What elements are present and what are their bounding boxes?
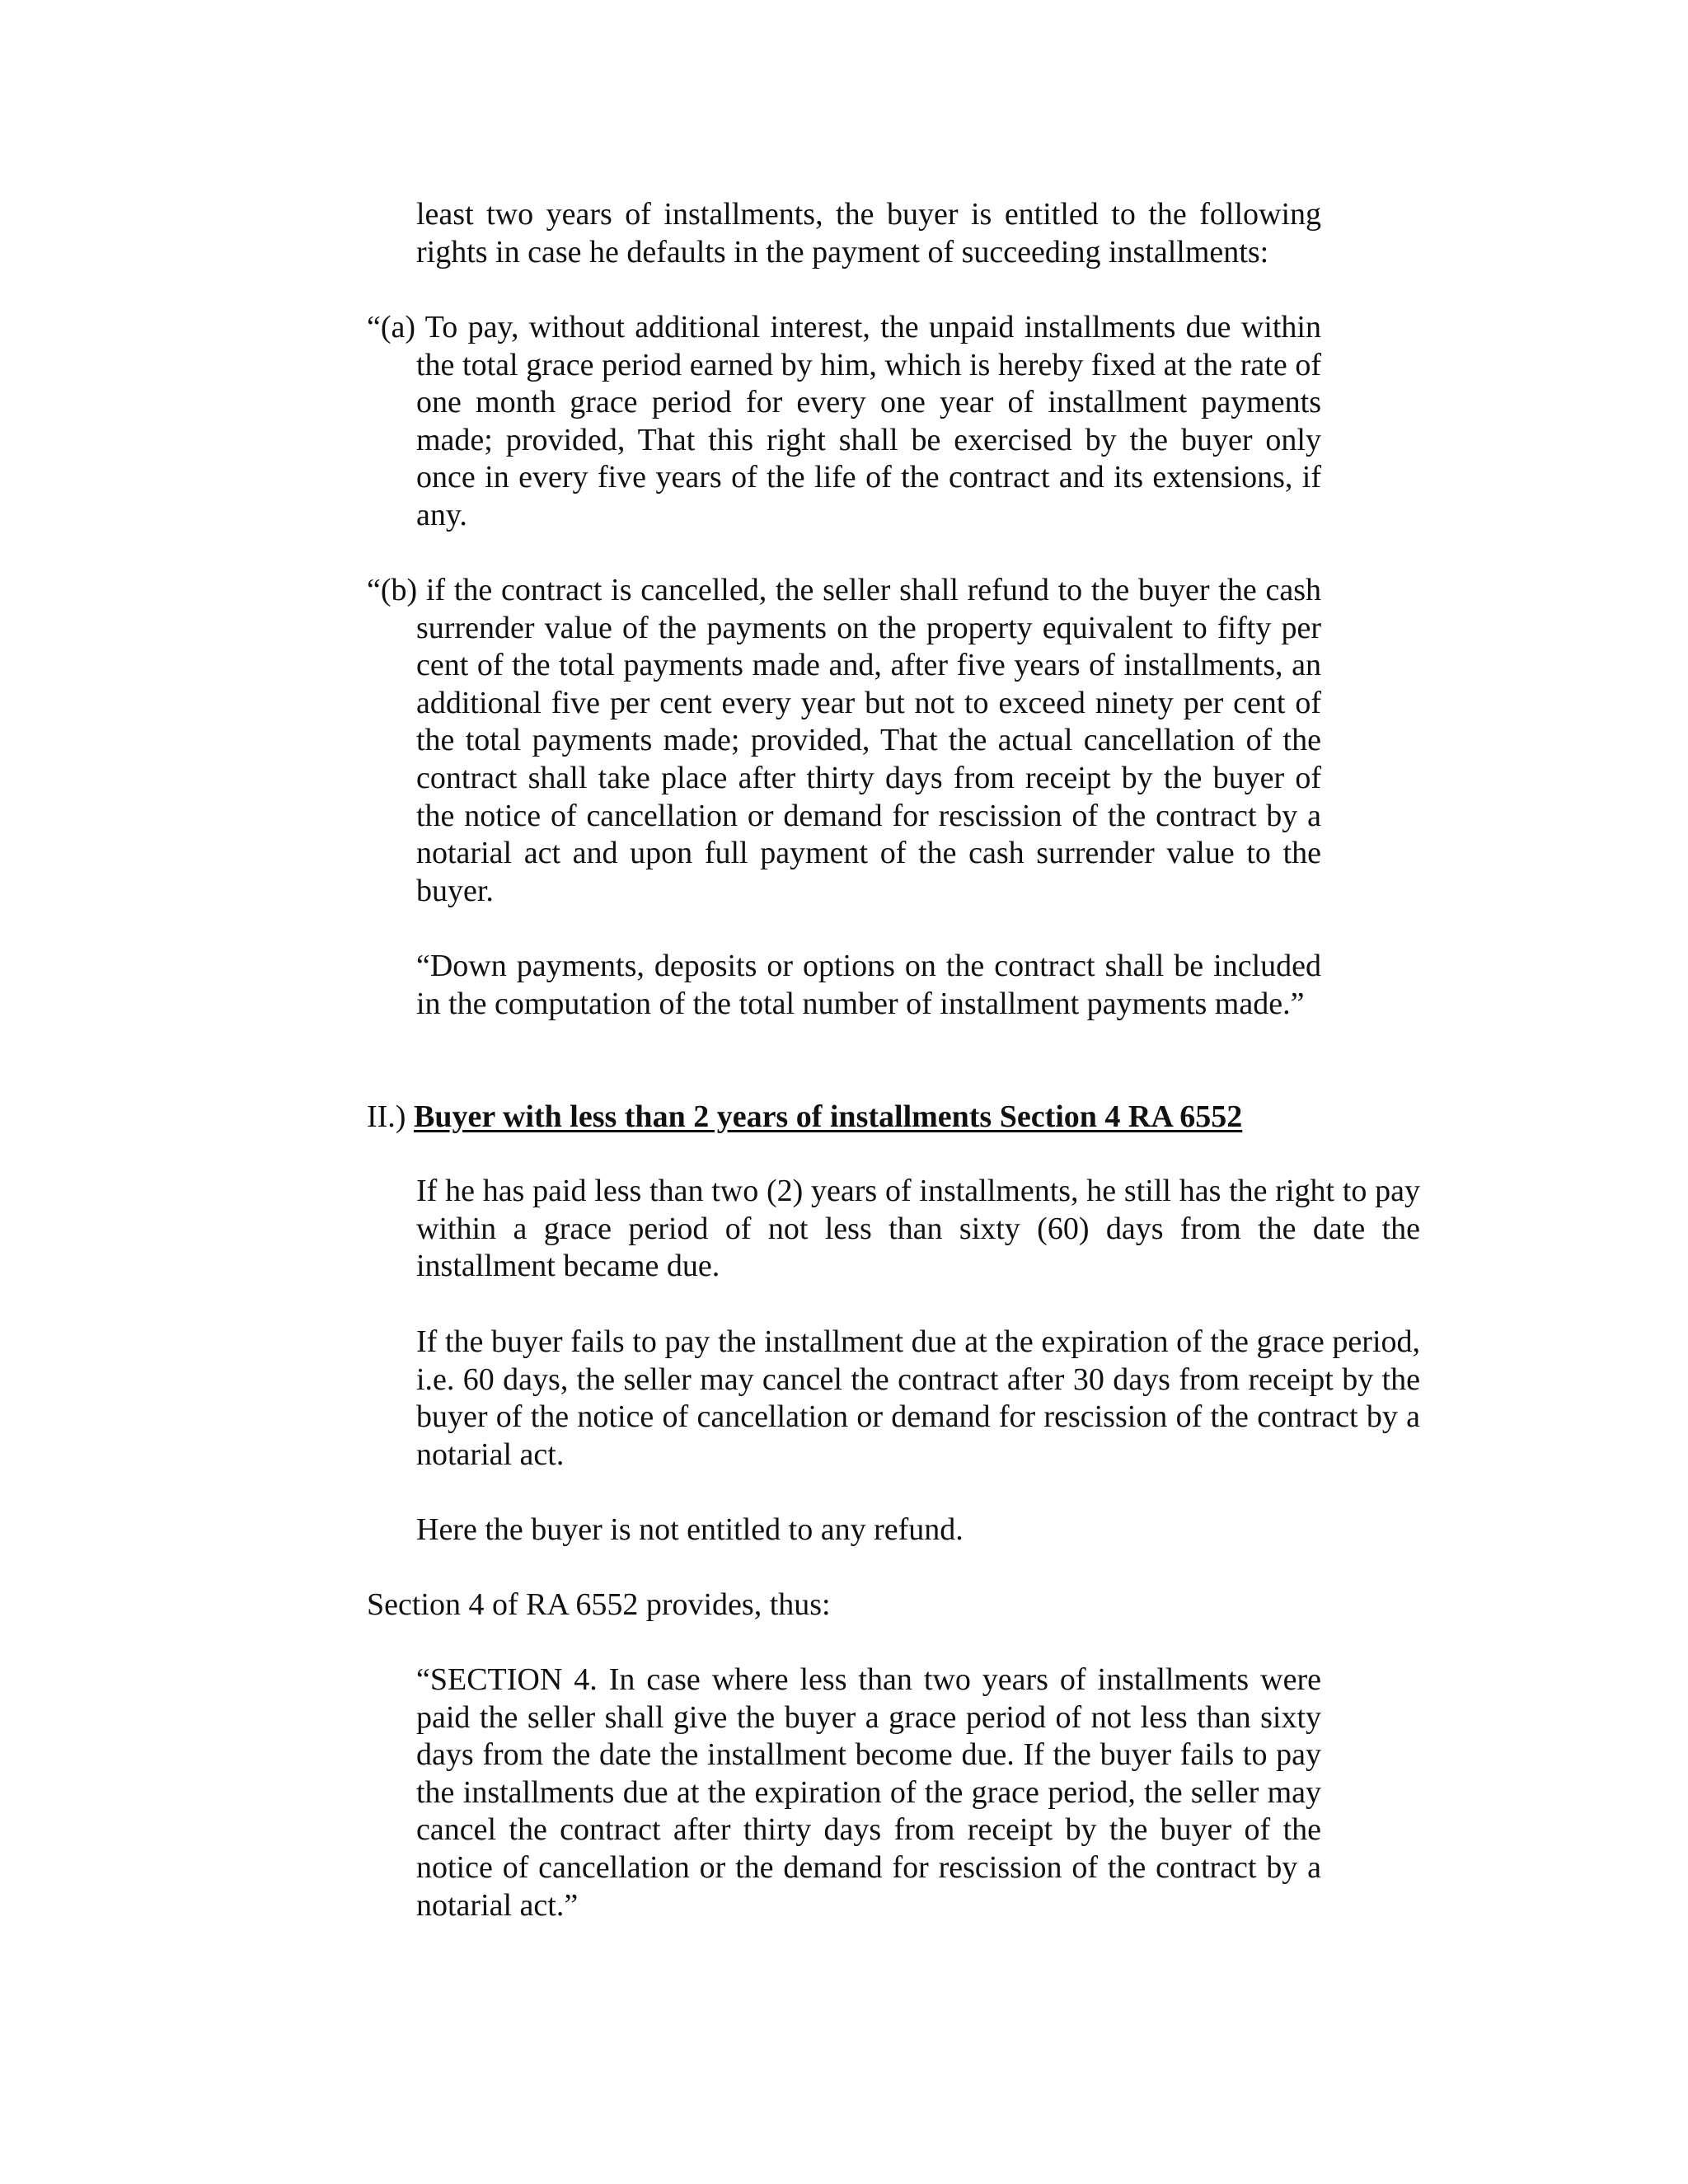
section-heading: [367, 1099, 1438, 1137]
paragraph-buyer-fails: If the buyer fails to pay the installment due at the expiration of the grace period, i.e. 60 days, the seller may cancel the contract after 30 days from receipt by the buyer of the notice of cancellation or demand for rescission of the contract by a notarial act.: [416, 1324, 1420, 1472]
paragraph-no-refund: Here the buyer is not entitled to any refund.: [416, 1512, 964, 1547]
paragraph-intro: least two years of installments, the buyer is entitled to the following rights in case he defaults in the payment of succeeding installments:: [416, 197, 1321, 269]
paragraph-item-a: “(a) To pay, without additional interest, the unpaid installments due within the total grace period earned by him, which is hereby fixed at the rate of one month grace period for every one year of installment payments made; provided, That this right shall be exercised by the buyer only once in every five years of the life of the contract and its extensions, if any.: [367, 310, 1321, 532]
section-heading-number: II.): [367, 1099, 406, 1134]
paragraph-section-intro: Section 4 of RA 6552 provides, thus:: [367, 1587, 831, 1622]
section-heading-title: Buyer with less than 2 years of installments Section 4 RA 6552: [413, 1099, 1243, 1134]
paragraph-less-than-two-years: If he has paid less than two (2) years of installments, he still has the right to pay within a grace period of not less than sixty (60) days from the date the installment became due.: [416, 1174, 1420, 1284]
paragraph-section-4-quote: “SECTION 4. In case where less than two years of installments were paid the seller shall give the buyer a grace period of not less than sixty days from the date the installment become due. If the buyer fails to pay the installments due at the expiration of the grace period, the seller may cancel the contract after thirty days from receipt by the buyer of the notice of cancellation or the demand for rescission of the contract by a notarial act.”: [416, 1662, 1321, 1923]
paragraph-down-payments: “Down payments, deposits or options on the contract shall be included in the computation of the total number of installment payments made.”: [416, 949, 1321, 1021]
paragraph-item-b: “(b) if the contract is cancelled, the seller shall refund to the buyer the cash surrender value of the payments on the property equivalent to fifty per cent of the total payments made and, after five years of installments, an additional five per cent every year but not to exceed ninety per cent of the total payments made; provided, That the actual cancellation of the contract shall take place after thirty days from receipt by the buyer of the notice of cancellation or demand for rescission of the contract by a notarial act and upon full payment of the cash surrender value to the buyer.: [367, 573, 1321, 908]
